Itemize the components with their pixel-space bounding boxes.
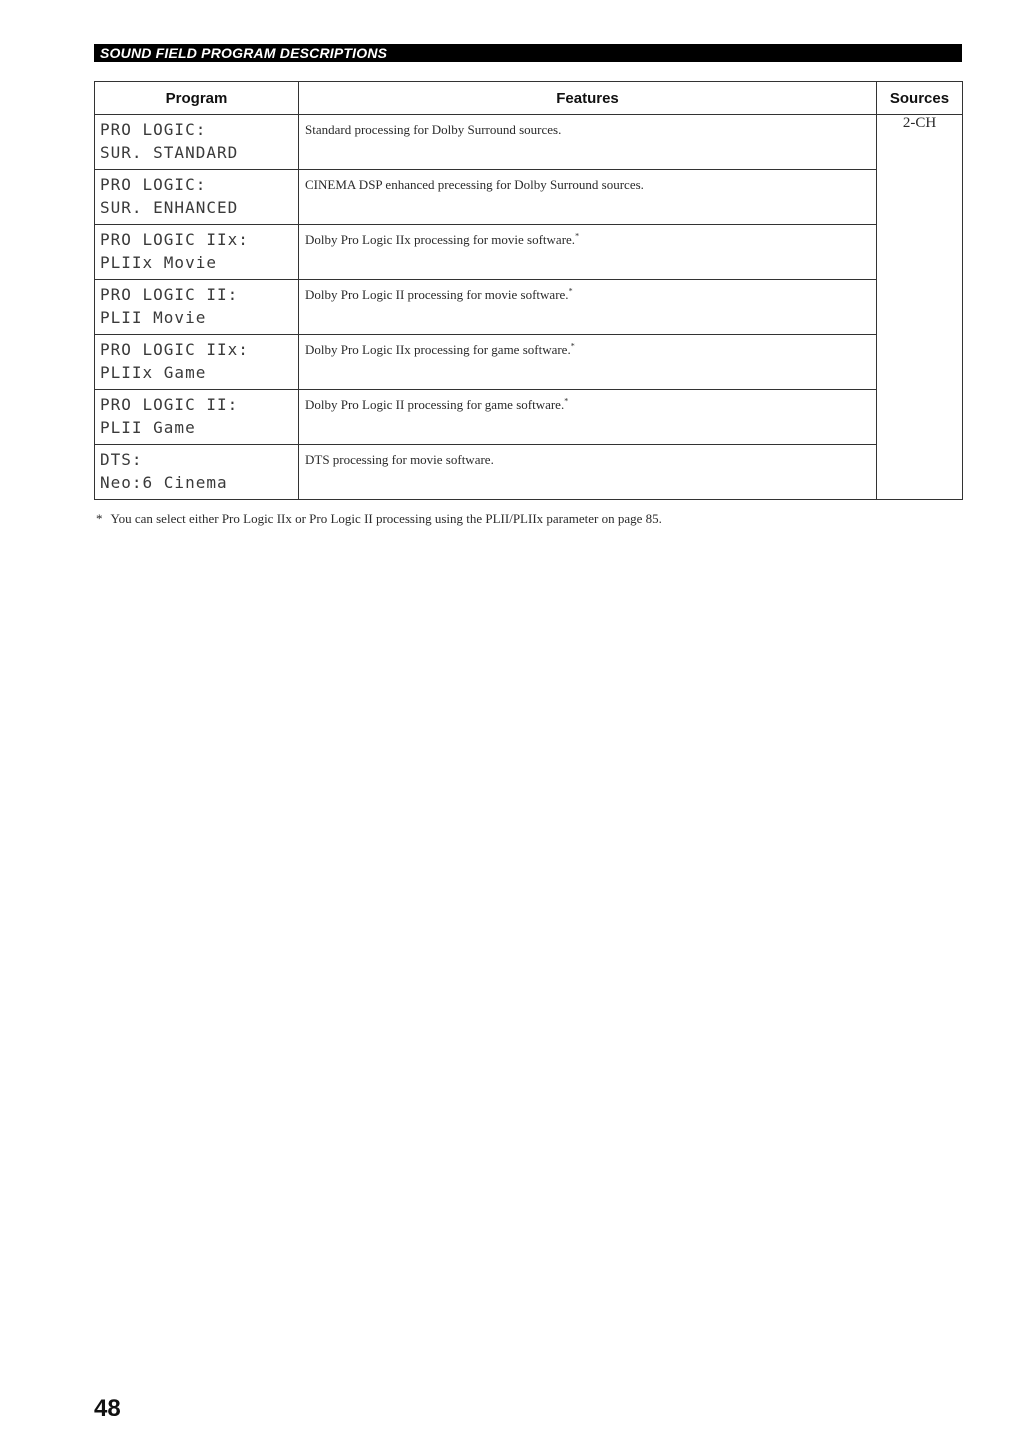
footnote-text: You can select either Pro Logic IIx or Pro Logic II processing using the PLII/PLIIx parameter on page 85. xyxy=(110,511,662,526)
feature-cell xyxy=(299,225,877,280)
program-line-1: PRO LOGIC II: xyxy=(100,395,239,414)
program-cell xyxy=(95,390,299,445)
header-program: Program xyxy=(95,82,299,115)
table-row xyxy=(95,445,963,500)
footnote-marker: * xyxy=(568,286,573,296)
footnote-mark: * xyxy=(96,511,103,526)
program-line-1: PRO LOGIC II: xyxy=(100,285,239,304)
header-features: Features xyxy=(299,82,877,115)
section-title: SOUND FIELD PROGRAM DESCRIPTIONS xyxy=(94,44,962,62)
program-cell xyxy=(95,445,299,500)
program-line-2: PLII Game xyxy=(100,418,196,437)
program-line-1: PRO LOGIC IIx: xyxy=(100,340,249,359)
feature-cell xyxy=(299,115,877,170)
program-cell xyxy=(95,280,299,335)
footnote-marker: * xyxy=(575,231,580,241)
feature-cell xyxy=(299,170,877,225)
table-row xyxy=(95,280,963,335)
feature-cell xyxy=(299,445,877,500)
program-line-1: DTS: xyxy=(100,450,143,469)
table-row xyxy=(95,115,963,170)
feature-text: Dolby Pro Logic II processing for movie software. xyxy=(305,287,569,302)
feature-cell xyxy=(299,335,877,390)
program-cell xyxy=(95,170,299,225)
feature-text: Dolby Pro Logic IIx processing for game software. xyxy=(305,342,571,357)
program-line-2: SUR. ENHANCED xyxy=(100,198,239,217)
program-line-2: PLII Movie xyxy=(100,308,207,327)
program-line-1: PRO LOGIC: xyxy=(100,120,207,139)
table-row xyxy=(95,170,963,225)
sources-cell: 2-CH xyxy=(877,115,963,500)
program-line-1: PRO LOGIC: xyxy=(100,175,207,194)
feature-text: DTS processing for movie software. xyxy=(305,452,494,467)
program-table xyxy=(94,81,963,500)
program-cell xyxy=(95,115,299,170)
feature-text: Dolby Pro Logic II processing for game software. xyxy=(305,397,565,412)
program-cell xyxy=(95,225,299,280)
page-number: 48 xyxy=(94,1395,121,1422)
footnote-marker: * xyxy=(570,341,575,351)
table-header-row xyxy=(95,82,963,115)
program-line-2: Neo:6 Cinema xyxy=(100,473,228,492)
feature-text: Dolby Pro Logic IIx processing for movie software. xyxy=(305,232,576,247)
program-line-1: PRO LOGIC IIx: xyxy=(100,230,249,249)
table-row xyxy=(95,390,963,445)
program-line-2: PLIIx Movie xyxy=(100,253,217,272)
header-sources: Sources xyxy=(877,82,963,115)
table-row xyxy=(95,335,963,390)
feature-text: Standard processing for Dolby Surround sources. xyxy=(305,122,562,137)
feature-cell xyxy=(299,390,877,445)
program-line-2: SUR. STANDARD xyxy=(100,143,239,162)
feature-cell xyxy=(299,280,877,335)
feature-text: CINEMA DSP enhanced precessing for Dolby Surround sources. xyxy=(305,177,644,192)
table-row xyxy=(95,225,963,280)
program-cell xyxy=(95,335,299,390)
footnote-marker: * xyxy=(564,396,569,406)
footnote xyxy=(96,510,662,527)
program-line-2: PLIIx Game xyxy=(100,363,207,382)
